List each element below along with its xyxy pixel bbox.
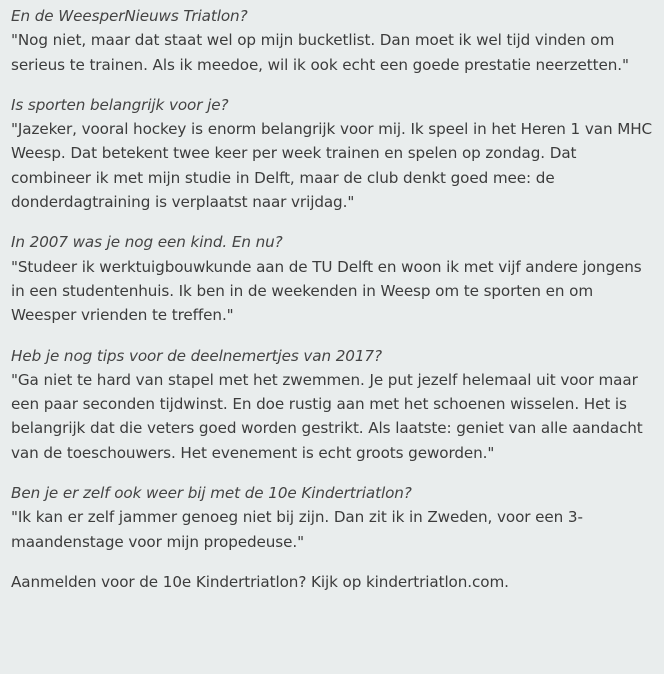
qa-block xyxy=(11,93,654,214)
qa-block xyxy=(11,230,654,327)
qa-block xyxy=(11,344,654,465)
qa-block xyxy=(11,481,654,554)
interview-answer: "Ga niet te hard van stapel met het zwemmen. Je put jezelf helemaal uit voor maar een paar seconden tijdwinst. En doe rustig aan met het schoenen wisselen. Het is belangrijk dat die veters goed worden gestrikt. Als laatste: geniet van alle aandacht van de toeschouwers. Het evenement is echt groots geworden." xyxy=(11,370,643,462)
interview-question: Heb je nog tips voor de deelnemertjes van 2017? xyxy=(11,346,382,365)
interview-question: En de WeesperNieuws Triatlon? xyxy=(11,7,248,25)
interview-question: In 2007 was je nog een kind. En nu? xyxy=(11,233,283,252)
interview-answer: "Nog niet, maar dat staat wel op mijn bucketlist. Dan moet ik wel tijd vinden om serieus te trainen. Als ik meedoe, wil ik ook echt een goede prestatie neerzetten." xyxy=(11,31,629,74)
interview-answer: "Jazeker, vooral hockey is enorm belangrijk voor mij. Ik speel in het Heren 1 van MHC Weesp. Dat betekent twee keer per week trainen en spelen op zondag. Dat combineer ik met mijn studie in Delft, maar de club denkt goed mee: de donderdagtraining is verplaatst naar vrijdag." xyxy=(11,120,653,212)
signup-footer-text: Aanmelden voor de 10e Kindertriatlon? Kijk op kindertriatlon.com. xyxy=(11,572,509,591)
interview-question: Is sporten belangrijk voor je? xyxy=(11,95,229,114)
interview-answer: "Studeer ik werktuigbouwkunde aan de TU Delft en woon ik met vijf andere jongens in een studentenhuis. Ik ben in de weekenden in Weesp om te sporten en om Weesper vrienden te treffen." xyxy=(11,257,642,325)
qa-block xyxy=(11,4,654,77)
interview-answer: "Ik kan er zelf jammer genoeg niet bij zijn. Dan zit ik in Zweden, voor een 3-maandenstage voor mijn propedeuse." xyxy=(11,508,583,551)
interview-question: Ben je er zelf ook weer bij met de 10e Kindertriatlon? xyxy=(11,484,412,503)
